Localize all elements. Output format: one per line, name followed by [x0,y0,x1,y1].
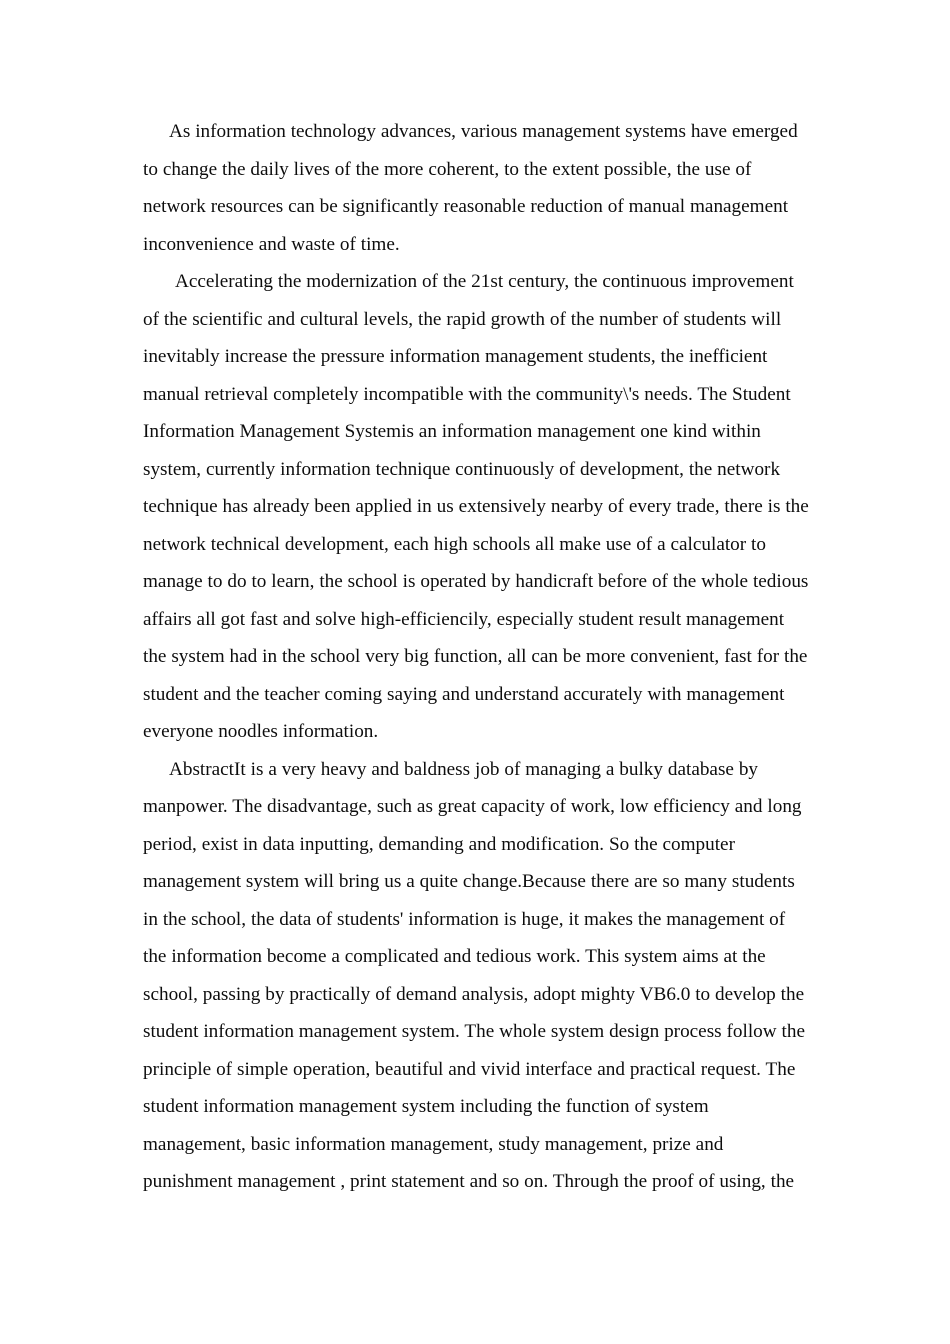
paragraph-3: AbstractIt is a very heavy and baldness job of managing a bulky database by manpower. The disadvantage, such as great capacity of work, low efficiency and long period, exist in data inputting, demanding and modification. So the computer management system will bring us a quite change.Because there are so many students in the school, the data of students' information is huge, it makes the management of the information become a complicated and tedious work. This system aims at the school, passing by practically of demand analysis, adopt mighty VB6.0 to develop the student information management system. The whole system design process follow the principle of simple operation, beautiful and vivid interface and practical request. The student information management system including the function of system management, basic information management, study management, prize and punishment management , print statement and so on. Through the proof of using, the [143,758,805,1192]
document-body [143,113,811,1201]
paragraph-1: As information technology advances, various management systems have emerged to change the daily lives of the more coherent, to the extent possible, the use of network resources can be significantly reasonable reduction of manual management inconvenience and waste of time. [143,121,798,255]
paragraph-2: Accelerating the modernization of the 21st century, the continuous improvement of the scientific and cultural levels, the rapid growth of the number of students will inevitably increase the pressure information management students, the inefficient manual retrieval completely incompatible with the community\'s needs. The Student Information Management Systemis an information management one kind within system, currently information technique continuously of development, the network technique has already been applied in us extensively nearby of every trade, there is the network technical development, each high schools all make use of a calculator to manage to do to learn, the school is operated by handicraft before of the whole tedious affairs all got fast and solve high-efficiencily, especially student result management the system had in the school very big function, all can be more convenient, fast for the student and the teacher coming saying and understand accurately with management everyone noodles information. [143,271,809,742]
